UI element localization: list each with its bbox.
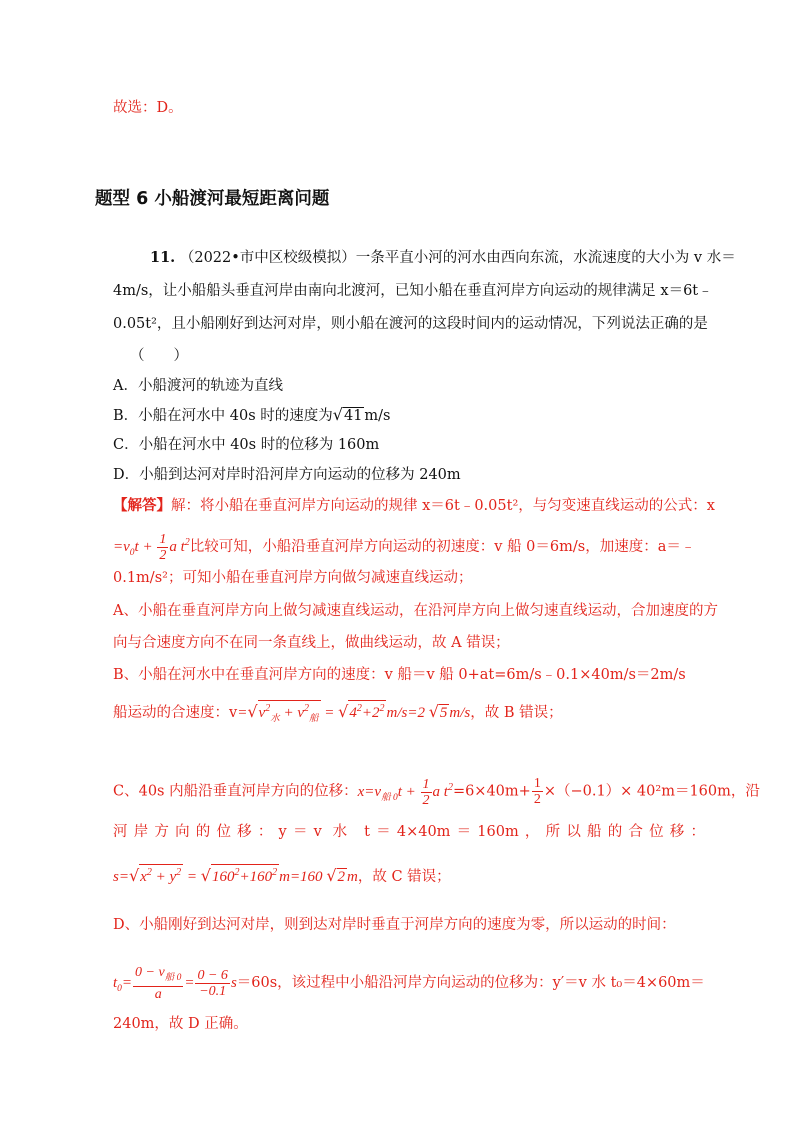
answer-text-1: 解：将小船在垂直河岸方向运动的规律 x＝6t﹣0.05t²，与匀变速直线运动的公式：x (171, 498, 715, 514)
answer-line-13: 240m，故 D 正确。 (113, 1016, 248, 1032)
question-line-3: 0.05t²，且小船刚好到达河对岸，则小船在渡河的这段时间内的运动情况，下列说法正确的是 (113, 316, 708, 332)
answer-line-3: 0.1m/s²；可知小船在垂直河岸方向做匀减速直线运动； (113, 570, 473, 586)
resultant-displacement-formula: $s=√x^2 + y^2 = √160^2+160^2$ m=160 √2 m (113, 866, 358, 885)
section-title: 题型 6 小船渡河最短距离问题 (95, 189, 330, 209)
answer-text-7: 船运动的合速度：v (113, 705, 238, 721)
option-a: A．小船渡河的轨迹为直线 (113, 378, 283, 394)
answer-line-10 (113, 864, 705, 887)
option-b-text: B．小船在河水中 40s 时的速度为 (113, 408, 333, 424)
option-c: C．小船在河水中 40s 时的位移为 160m (113, 437, 380, 453)
kinematics-formula: $=v_0t$ + $\frac{1}{2}$ a $t^2$ (113, 532, 190, 563)
option-b-unit: m/s (364, 408, 391, 424)
time-formula: $t_0=$ $\frac{0 - v_{船 0}}{a}$ = $\frac{0 - 6}{-0.1}$ s (113, 965, 237, 1002)
answer-text-12: ＝60s，该过程中小船沿河岸方向运动的位移为：y′＝v 水 t₀＝4×60m＝ (236, 974, 705, 991)
displacement-formula: $x=v_{船 0}t$ + $\frac{1}{2}$ a $t^2$ (357, 776, 453, 808)
answer-line-9: 河岸方向的位移：y＝v 水 t＝4×40m＝160m，所以船的合位移： (113, 824, 705, 840)
option-d: D．小船到达河对岸时沿河岸方向运动的位移为 240m (113, 467, 461, 483)
answer-line-1 (113, 496, 715, 516)
option-b: B．小船在河水中 40s 时的速度为√41 m/s (113, 405, 391, 424)
answer-line-5: 向与合速度方向不在同一条直线上，做曲线运动，故 A 错误； (113, 635, 510, 651)
answer-text-2: 比较可知，小船沿垂直河岸方向运动的初速度：v 船 0＝6m/s，加速度：a＝﹣ (189, 538, 696, 555)
previous-answer: 故选：D。 (113, 100, 183, 116)
answer-line-12 (113, 965, 705, 1002)
combined-velocity-formula: $=√v^2_水 + v^2_船 = √4^2+2^2$ m/s=2 √5 m/s (237, 705, 470, 721)
answer-line-7 (113, 700, 705, 727)
answer-line-8 (113, 776, 760, 808)
answer-tag: 【解答】 (113, 497, 171, 514)
half-fraction: $\frac{1}{2}$ (533, 776, 541, 807)
question-number: 11. (150, 249, 176, 266)
answer-text-8c: ×（−0.1）× 40²m＝160m，沿 (543, 783, 760, 800)
answer-line-4: A、小船在垂直河岸方向上做匀减速直线运动，在沿河岸方向上做匀速直线运动，合加速度的方 (113, 603, 718, 619)
answer-text-10: ，故 C 错误； (357, 869, 451, 885)
answer-text-8b: =6×40m+ (452, 783, 531, 800)
answer-line-6: B、小船在河水中在垂直河岸方向的速度：v 船＝v 船 0+at=6m/s﹣0.1×40m/s＝2m/s (113, 667, 686, 683)
answer-text-7b: ，故 B 错误； (470, 705, 563, 721)
question-text-1: （2022•市中区校级模拟）一条平直小河的河水由西向东流，水流速度的大小为 v 水＝ (179, 250, 736, 266)
question-line-2: 4m/s，让小船船头垂直河岸由南向北渡河，已知小船在垂直河岸方向运动的规律满足 x＝6t﹣ (113, 283, 713, 299)
answer-line-11: D、小船刚好到达河对岸，则到达对岸时垂直于河岸方向的速度为零，所以运动的时间： (113, 917, 676, 933)
answer-line-2 (113, 532, 705, 563)
answer-text-8: C、40s 内船沿垂直河岸方向的位移： (113, 783, 358, 800)
question-line-1 (150, 248, 736, 268)
option-b-radicand: 41 (343, 408, 363, 424)
question-line-4: （ ） (130, 348, 188, 364)
